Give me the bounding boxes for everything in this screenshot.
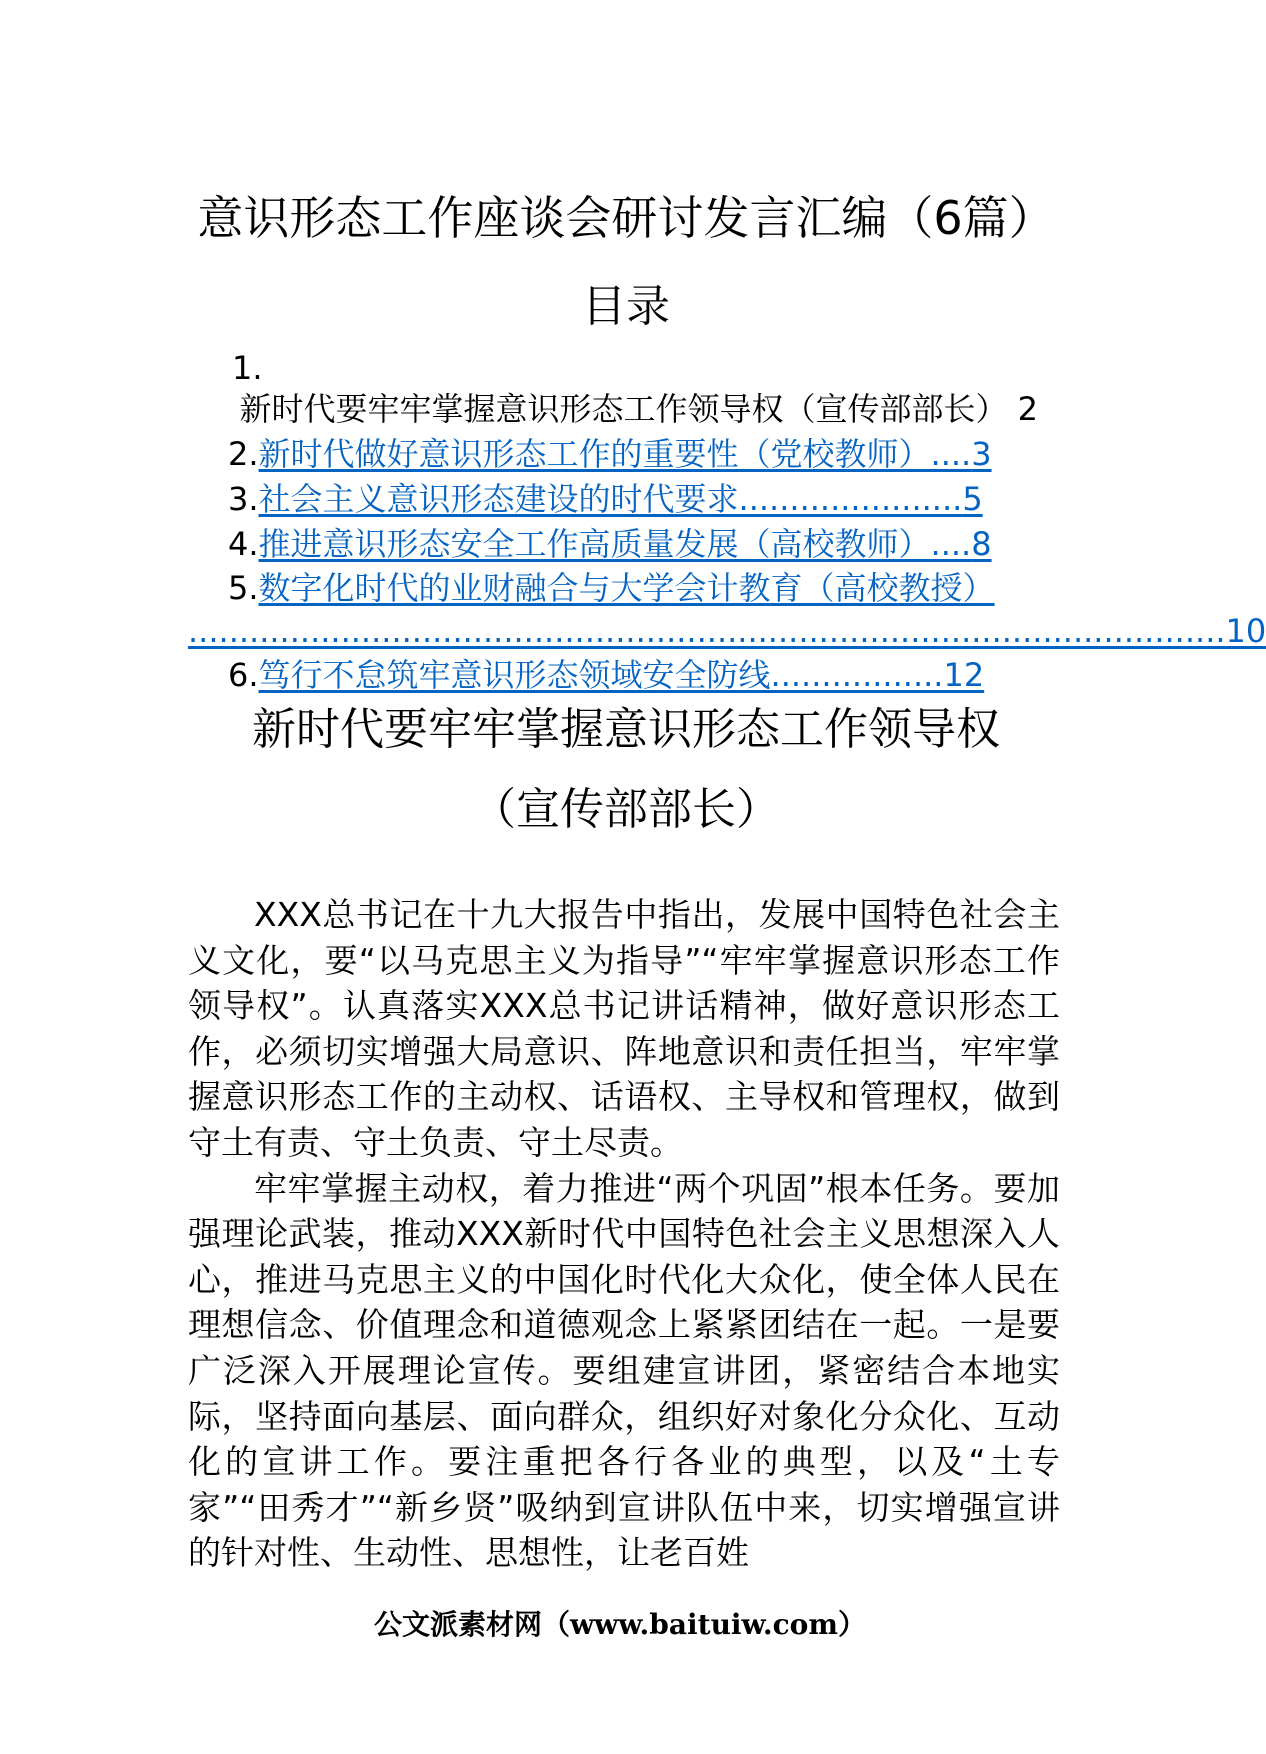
- toc-entry-6[interactable]: [188, 652, 1100, 698]
- toc-page-number: 5: [962, 480, 983, 518]
- toc-number: 2.: [228, 435, 259, 473]
- footer-watermark: 公文派素材网（www.baituiw.com）: [374, 1608, 866, 1641]
- document-title: 意识形态工作座谈会研讨发言汇编（6篇）: [197, 191, 1055, 245]
- toc-number: 3.: [228, 480, 259, 518]
- toc-leader-dots: ......................................................................................................: [188, 612, 1226, 650]
- toc-entry-4[interactable]: [188, 521, 1100, 567]
- toc-entry-5-leader[interactable]: [188, 608, 1266, 654]
- toc-number: 6.: [228, 656, 259, 694]
- toc-link[interactable]: 数字化时代的业财融合与大学会计教育（高校教授）: [258, 569, 995, 607]
- toc-page-number: 2: [1017, 390, 1038, 428]
- toc-entry-text[interactable]: 社会主义意识形态建设的时代要求......................: [258, 480, 963, 518]
- toc-link[interactable]: [259, 656, 985, 694]
- toc-entry-text[interactable]: 推进意识形态安全工作高质量发展（高校教师）....: [258, 525, 972, 563]
- paragraph: XXX总书记在十九大报告中指出，发展中国特色社会主义文化，要“以马克思主义为指导”“牢牢掌握意识形态工作领导权”。认真落实XXX总书记讲话精神，做好意识形态工作，必须切实增强大局意识、阵地意识和责任担当，牢牢掌握意识形态工作的主动权、话语权、主导权和管理权，做到守土有责、守土负责、守土尽责。: [188, 895, 1060, 1162]
- toc-entry-3[interactable]: [188, 476, 1100, 522]
- toc-page-number: 12: [943, 656, 985, 694]
- section-subtitle: （宣传部部长）: [472, 784, 780, 835]
- paragraph: 牢牢掌握主动权，着力推进“两个巩固”根本任务。要加强理论武装，推动XXX新时代中国特色社会主义思想深入人心，推进马克思主义的中国化时代化大众化，使全体人民在理想信念、价值理念和道德观念上紧紧团结在一起。一是要广泛深入开展理论宣传。要组建宣讲团，紧密结合本地实际，坚持面向基层、面向群众，组织好对象化分众化、互动化的宣讲工作。要注重把各行各业的典型，以及“土专家”“田秀才”“新乡贤”吸纳到宣讲队伍中来，切实增强宣讲的针对性、生动性、思想性，让老百姓: [188, 1168, 1060, 1573]
- toc-link[interactable]: [259, 525, 992, 563]
- toc-link[interactable]: [259, 435, 992, 473]
- toc-page-number: 8: [971, 525, 992, 563]
- toc-entry-text[interactable]: 新时代要牢牢掌握意识形态工作领导权（宣传部部长）: [239, 390, 1008, 428]
- body-text: [188, 892, 1060, 1576]
- section-title: 新时代要牢牢掌握意识形态工作领导权: [252, 704, 1000, 755]
- toc-page-number: 10: [1225, 612, 1266, 650]
- toc-entry-text[interactable]: 笃行不怠筑牢意识形态领域安全防线.................: [258, 656, 944, 694]
- toc-number: 1.: [232, 349, 263, 387]
- toc-page-number: 3: [971, 435, 992, 473]
- toc-link[interactable]: [259, 480, 983, 518]
- toc-entry-2[interactable]: [188, 431, 1100, 477]
- toc-entry-1-number: [188, 345, 1060, 391]
- toc-number: 5.: [228, 569, 259, 607]
- toc-entry-1[interactable]: [186, 386, 1038, 432]
- toc-entry-text[interactable]: 新时代做好意识形态工作的重要性（党校教师）....: [258, 435, 972, 473]
- toc-number: 4.: [228, 525, 259, 563]
- toc-heading: 目录: [582, 281, 670, 332]
- toc-entry-5[interactable]: [188, 565, 1100, 611]
